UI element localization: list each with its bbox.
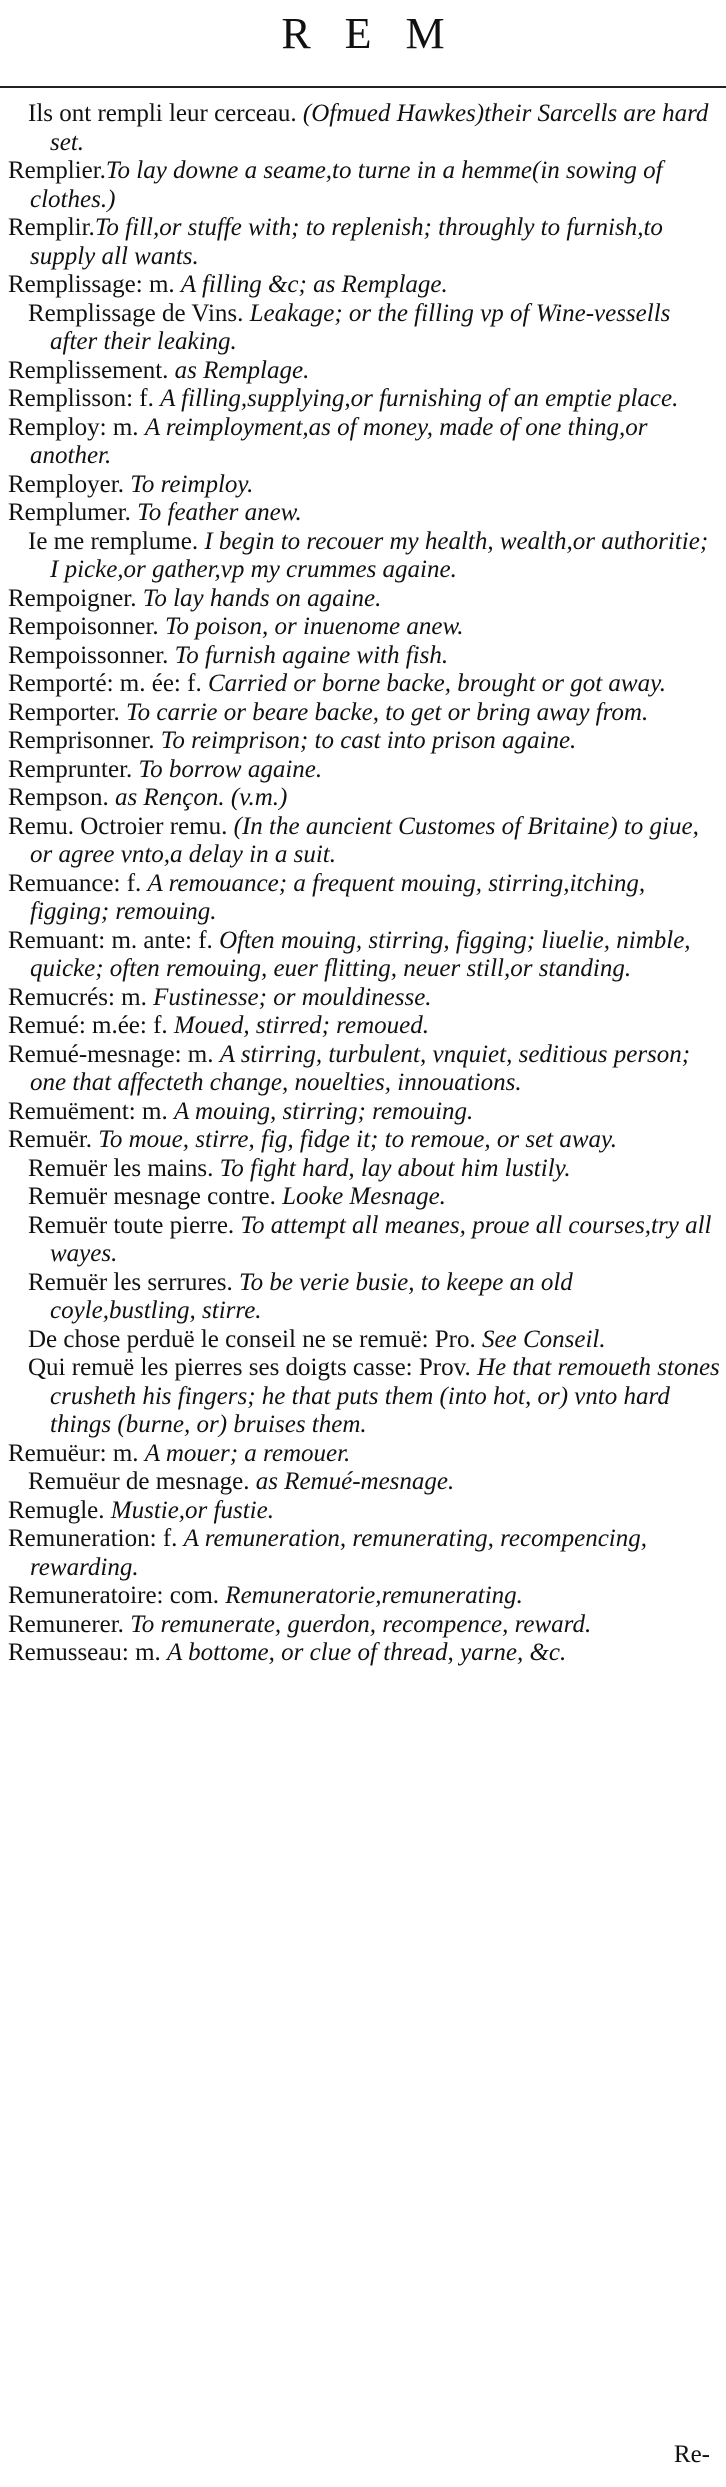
entry-headword: Remplissement. xyxy=(8,356,175,384)
dictionary-entry xyxy=(8,1468,720,1497)
entry-headword: Remuneration: f. xyxy=(8,1525,184,1552)
entry-headword: Remuëur: m. xyxy=(8,1439,145,1467)
entry-headword: De chose perduë le conseil ne se remuë: Pro. xyxy=(28,1325,483,1353)
entry-gloss: To lay hands on againe. xyxy=(142,584,382,612)
entry-gloss: To moue, stirre, fig, fidge it; to remoue, or set away. xyxy=(98,1126,618,1153)
entry-headword: Remuant: m. ante: f. xyxy=(8,926,220,954)
dictionary-entry xyxy=(8,157,720,214)
entry-gloss: To furnish againe with fish. xyxy=(174,641,449,669)
dictionary-entry xyxy=(8,271,720,300)
entry-headword: Remuëur de mesnage. xyxy=(28,1468,256,1495)
entry-headword: Remplir. xyxy=(8,214,95,241)
entry-headword: Remuër mesnage contre. xyxy=(28,1183,283,1210)
entry-headword: Remploy: m. xyxy=(8,413,145,441)
header-rule xyxy=(0,86,726,88)
entry-gloss: Looke Mesnage. xyxy=(282,1183,446,1210)
entry-headword: Qui remuë les pierres ses doigts casse: Prov. xyxy=(28,1354,477,1381)
entry-gloss: To fight hard, lay about him lustily. xyxy=(219,1154,571,1182)
entry-headword: Remplissage: m. xyxy=(8,271,181,298)
entry-gloss: Remuneratorie,remunerating. xyxy=(225,1582,523,1609)
dictionary-entry xyxy=(8,1183,720,1212)
entry-gloss: Moued, stirred; remoued. xyxy=(173,1012,429,1039)
entry-gloss: as Remué-mesnage. xyxy=(255,1468,455,1495)
dictionary-entry xyxy=(8,727,720,756)
entry-headword: Remplisson: f. xyxy=(8,385,161,412)
dictionary-entry xyxy=(8,870,720,927)
dictionary-entry xyxy=(8,214,720,271)
entry-headword: Ils ont rempli leur cerceau. xyxy=(28,100,303,127)
catchword: Re- xyxy=(673,2441,710,2468)
entry-gloss: (In the auncient Customes of Britaine) to giue, or agree vnto,a delay in a suit. xyxy=(30,812,699,868)
dictionary-entry xyxy=(8,1639,720,1668)
entry-gloss: Often mouing, stirring, figging; liuelie, nimble, quicke; often remouing, euer flitting, neuer still,or standing. xyxy=(30,926,691,982)
entry-headword: Remucrés: m. xyxy=(8,983,154,1011)
entry-gloss: A stirring, turbulent, vnquiet, seditious person; one that affecteth change, nouelties, innouations. xyxy=(30,1040,691,1096)
entry-gloss: A remouance; a frequent mouing, stirring,itching, figging; remouing. xyxy=(30,869,646,925)
dictionary-entry xyxy=(8,613,720,642)
entry-gloss: A filling,supplying,or furnishing of an emptie place. xyxy=(160,385,679,412)
entry-gloss: (Ofmued Hawkes)their Sarcells are hard set. xyxy=(50,100,709,156)
entry-gloss: To remunerate, guerdon, recompence, reward. xyxy=(130,1610,592,1638)
dictionary-entry xyxy=(8,385,720,414)
entry-headword: Rempoisonner. xyxy=(8,613,165,640)
dictionary-entry xyxy=(8,100,720,157)
entry-headword: Remuër toute pierre. xyxy=(28,1211,241,1239)
entry-gloss: Fustinesse; or mouldinesse. xyxy=(153,983,432,1011)
dictionary-entry xyxy=(8,1098,720,1127)
entry-gloss: He that remoueth stones crusheth his fingers; he that puts them (into hot, or) vnto hard things (burne, or) bruises them. xyxy=(50,1354,720,1438)
entry-headword: Remplumer. xyxy=(8,499,138,526)
dictionary-entry xyxy=(8,927,720,984)
entry-gloss: To poison, or inuenome anew. xyxy=(164,613,464,640)
entry-headword: Remplissage de Vins. xyxy=(28,299,250,327)
entry-headword: Remugle. xyxy=(8,1496,111,1524)
entry-gloss: A filling &c; as Remplage. xyxy=(180,271,448,298)
entry-gloss: To lay downe a seame,to turne in a hemme(in sowing of clothes.) xyxy=(30,157,663,213)
entry-headword: Remporter. xyxy=(8,698,127,726)
running-head: REM xyxy=(281,9,479,58)
entry-headword: Rempoissonner. xyxy=(8,641,175,669)
entry-gloss: A reimployment,as of money, made of one thing,or another. xyxy=(30,413,648,469)
entry-gloss: A mouer; a remouer. xyxy=(144,1439,351,1467)
dictionary-entry xyxy=(8,1012,720,1041)
entry-gloss: To attempt all meanes, proue all courses,try all wayes. xyxy=(50,1211,712,1267)
entry-headword: Remuance: f. xyxy=(8,869,148,897)
dictionary-entry xyxy=(8,1155,720,1184)
entry-gloss: To borrow againe. xyxy=(138,755,323,783)
dictionary-entry xyxy=(8,357,720,386)
entry-gloss: Carried or borne backe, brought or got away. xyxy=(207,670,667,697)
entry-list xyxy=(8,100,720,1668)
dictionary-entry xyxy=(8,528,720,585)
dictionary-entry xyxy=(8,499,720,528)
dictionary-entry xyxy=(8,699,720,728)
dictionary-entry xyxy=(8,1326,720,1355)
dictionary-entry xyxy=(8,1354,720,1440)
entry-gloss: To feather anew. xyxy=(137,499,302,526)
dictionary-entry xyxy=(8,642,720,671)
dictionary-entry xyxy=(8,1440,720,1469)
entry-headword: Remusseau: m. xyxy=(8,1639,168,1666)
entry-gloss: A bottome, or clue of thread, yarne, &c. xyxy=(167,1639,567,1666)
entry-headword: Remplier. xyxy=(8,157,106,184)
entry-headword: Remunerer. xyxy=(8,1610,131,1638)
entry-gloss: Mustie,or fustie. xyxy=(110,1496,274,1524)
entry-headword: Rempson. xyxy=(8,784,115,811)
entry-gloss: A remuneration, remunerating, recompencing, rewarding. xyxy=(30,1525,647,1581)
dictionary-entry xyxy=(8,1525,720,1582)
dictionary-entry xyxy=(8,1582,720,1611)
entry-headword: Remuneratoire: com. xyxy=(8,1582,226,1609)
entry-headword: Rempoigner. xyxy=(8,584,143,612)
dictionary-entry xyxy=(8,670,720,699)
dictionary-entry xyxy=(8,1041,720,1098)
dictionary-entry xyxy=(8,300,720,357)
entry-headword: Remprisonner. xyxy=(8,727,161,754)
entry-gloss: as Rençon. (v.m.) xyxy=(114,784,288,811)
entry-headword: Ie me remplume. xyxy=(28,527,205,555)
dictionary-entry xyxy=(8,414,720,471)
entry-headword: Remployer. xyxy=(8,470,131,498)
entry-headword: Remprunter. xyxy=(8,755,139,783)
dictionary-entry xyxy=(8,1269,720,1326)
entry-gloss: To be verie busie, to keepe an old coyle,bustling, stirre. xyxy=(50,1268,573,1324)
entry-gloss: I begin to recouer my health, wealth,or authoritie; I picke,or gather,vp my crummes againe. xyxy=(50,527,709,583)
entry-headword: Remuër. xyxy=(8,1126,99,1153)
entry-headword: Remué: m.ée: f. xyxy=(8,1012,174,1039)
entry-gloss: Leakage; or the filling vp of Wine-vessells after their leaking. xyxy=(50,299,671,355)
dictionary-entry xyxy=(8,1611,720,1640)
entry-headword: Remuër les serrures. xyxy=(28,1268,240,1296)
entry-gloss: To reimprison; to cast into prison againe. xyxy=(160,727,577,754)
entry-headword: Remué-mesnage: m. xyxy=(8,1040,220,1068)
dictionary-entry xyxy=(8,1497,720,1526)
dictionary-entry xyxy=(8,1212,720,1269)
entry-gloss: To fill,or stuffe with; to replenish; throughly to furnish,to supply all wants. xyxy=(30,214,663,270)
dictionary-entry xyxy=(8,1126,720,1155)
dictionary-entry xyxy=(8,756,720,785)
entry-gloss: See Conseil. xyxy=(482,1325,606,1353)
dictionary-entry xyxy=(8,984,720,1013)
entry-gloss: as Remplage. xyxy=(174,356,310,384)
entry-gloss: A mouing, stirring; remouing. xyxy=(173,1097,474,1125)
entry-gloss: To reimploy. xyxy=(130,470,254,498)
dictionary-entry xyxy=(8,784,720,813)
dictionary-entry xyxy=(8,471,720,500)
entry-gloss: To carrie or beare backe, to get or bring away from. xyxy=(126,698,649,726)
entry-headword: Remu. Octroier remu. xyxy=(8,812,234,840)
entry-headword: Remporté: m. ée: f. xyxy=(8,670,208,697)
entry-headword: Remuëment: m. xyxy=(8,1097,174,1125)
dictionary-entry xyxy=(8,585,720,614)
entry-headword: Remuër les mains. xyxy=(28,1154,220,1182)
dictionary-entry xyxy=(8,813,720,870)
